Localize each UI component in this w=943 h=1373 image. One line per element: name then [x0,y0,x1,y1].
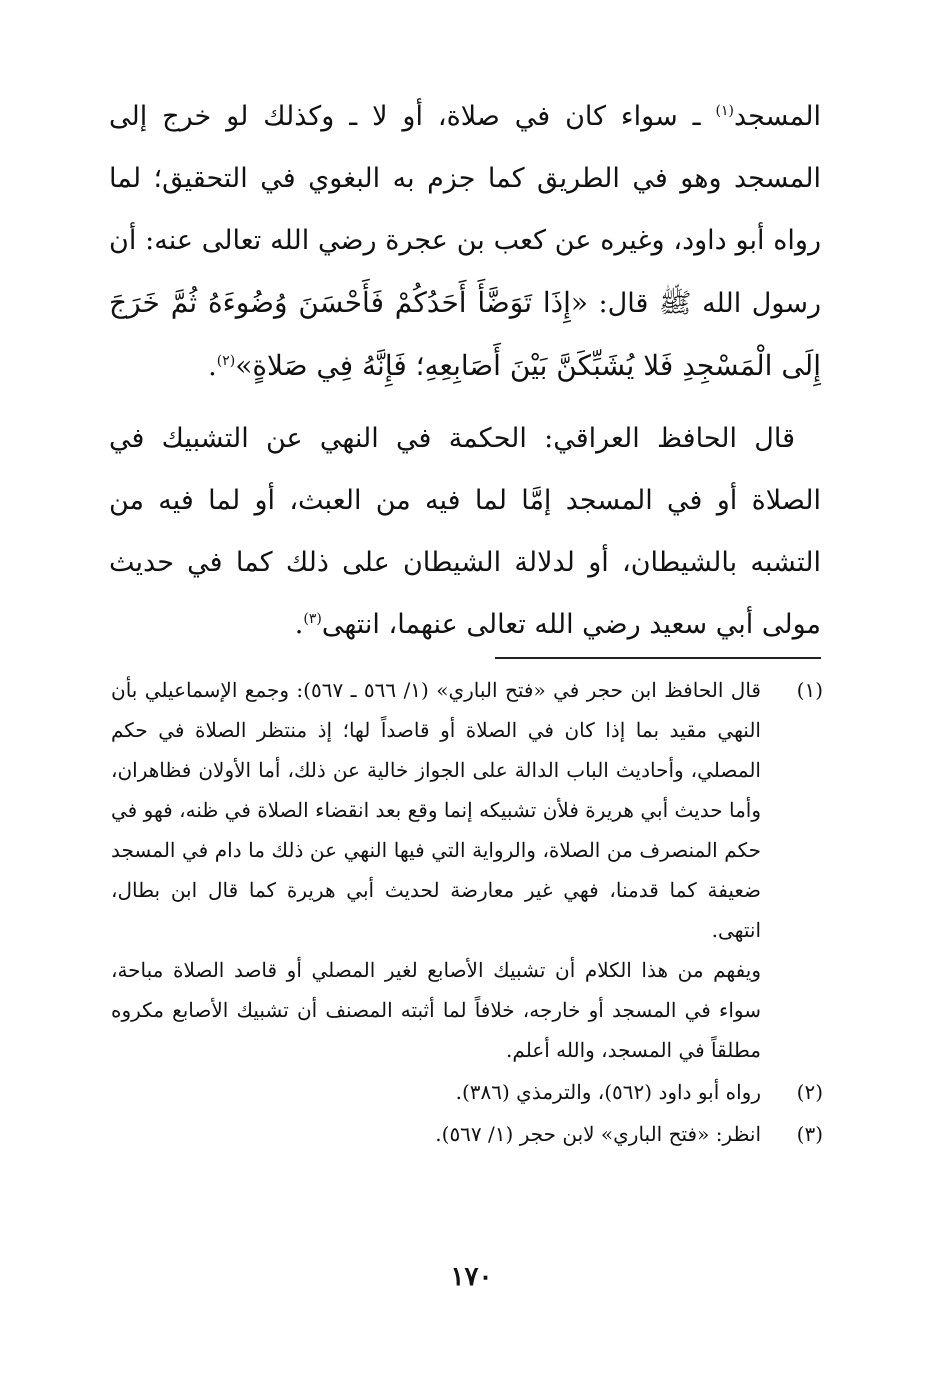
footnote-1 [111,670,823,1070]
paragraph-1 [109,86,821,398]
footnote-3-paragraph-1: انظر: «فتح الباري» لابن حجر (١/ ٥٦٧). [435,1122,761,1146]
footnote-2-paragraph-1: رواه أبو داود (٥٦٢)، والترمذي (٣٨٦). [455,1080,761,1104]
paragraph-2-end: . [294,609,304,640]
paragraph-2 [109,408,821,656]
page-number: ١٧٠ [450,1262,493,1292]
footnote-1-text [111,670,761,1070]
footnote-2-text [111,1072,761,1112]
paragraph-1-text: ـ سواء كان في صلاة، أو لا ـ وكذلك لو خرج إلى المسجد وهو في الطريق كما جزم به البغوي في التحقيق؛ لما رواه أبو داود، وغيره عن كعب بن عجرة رضي الله تعالى عنه: أن رسول الله ﷺ قال: [109,101,821,319]
footnote-2 [111,1072,823,1112]
footnote-3 [111,1114,823,1154]
footnote-3-number: (٣) [796,1122,823,1146]
footnotes [111,670,823,1154]
footnote-ref-2[interactable]: (٢) [216,353,236,369]
paragraph-2-text: قال الحافظ العراقي: الحكمة في النهي عن التشبيك في الصلاة أو في المسجد إمَّا لما فيه من العبث، أو لما فيه من التشبه بالشيطان، أو لدلالة الشيطان على ذلك كما في حديث مولى أبي سعيد رضي الله تعالى عنهما، انتهى [109,423,821,640]
footnote-1-number: (١) [796,678,823,702]
footnote-ref-3[interactable]: (٣) [303,611,322,627]
footnote-1-paragraph-1: قال الحافظ ابن حجر في «فتح الباري» (١/ ٥٦٦ ـ ٥٦٧): وجمع الإسماعيلي بأن النهي مقيد بما إذا كان في الصلاة أو قاصداً لها؛ إذ منتظر الصلاة في حكم المصلي، وأحاديث الباب الدالة على الجواز خالية عن ذلك، أما الأولان فظاهران، وأما حديث أبي هريرة فلأن تشبيكه إنما وقع بعد انقضاء الصلاة في ظنه، فهو في حكم المنصرف من الصلاة، والرواية التي فيها النهي عن ذلك ما دام في المسجد ضعيفة كما قدمنا، فهي غير معارضة لحديث أبي هريرة كما قال ابن بطال، انتهى. [111,678,761,942]
footnote-1-paragraph-2: ويفهم من هذا الكلام أن تشبيك الأصابع لغير المصلي أو قاصد الصلاة مباحة، سواء في المسجد أو خارجه، خلافاً لما أثبته المصنف أن تشبيك الأصابع مكروه مطلقاً في المسجد، والله أعلم. [111,958,761,1062]
hadith-quote: «إِذَا تَوَضَّأَ أَحَدُكُمْ فَأَحْسَنَ وُضُوءَهُ ثُمَّ خَرَجَ إِلَى الْمَسْجِدِ فَلا يُشَبِّكَنَّ بَيْنَ أَصَابِعِهِ؛ فَإِنَّهُ فِي صَلاةٍ» [109,286,821,382]
footnote-divider [495,657,821,659]
main-text [109,86,821,656]
paragraph-1-start: المسجد [733,101,821,132]
paragraph-1-end: . [208,351,217,382]
footnote-ref-1[interactable]: (١) [715,103,734,119]
footnote-3-text [111,1114,761,1154]
footnote-2-number: (٢) [796,1080,823,1104]
